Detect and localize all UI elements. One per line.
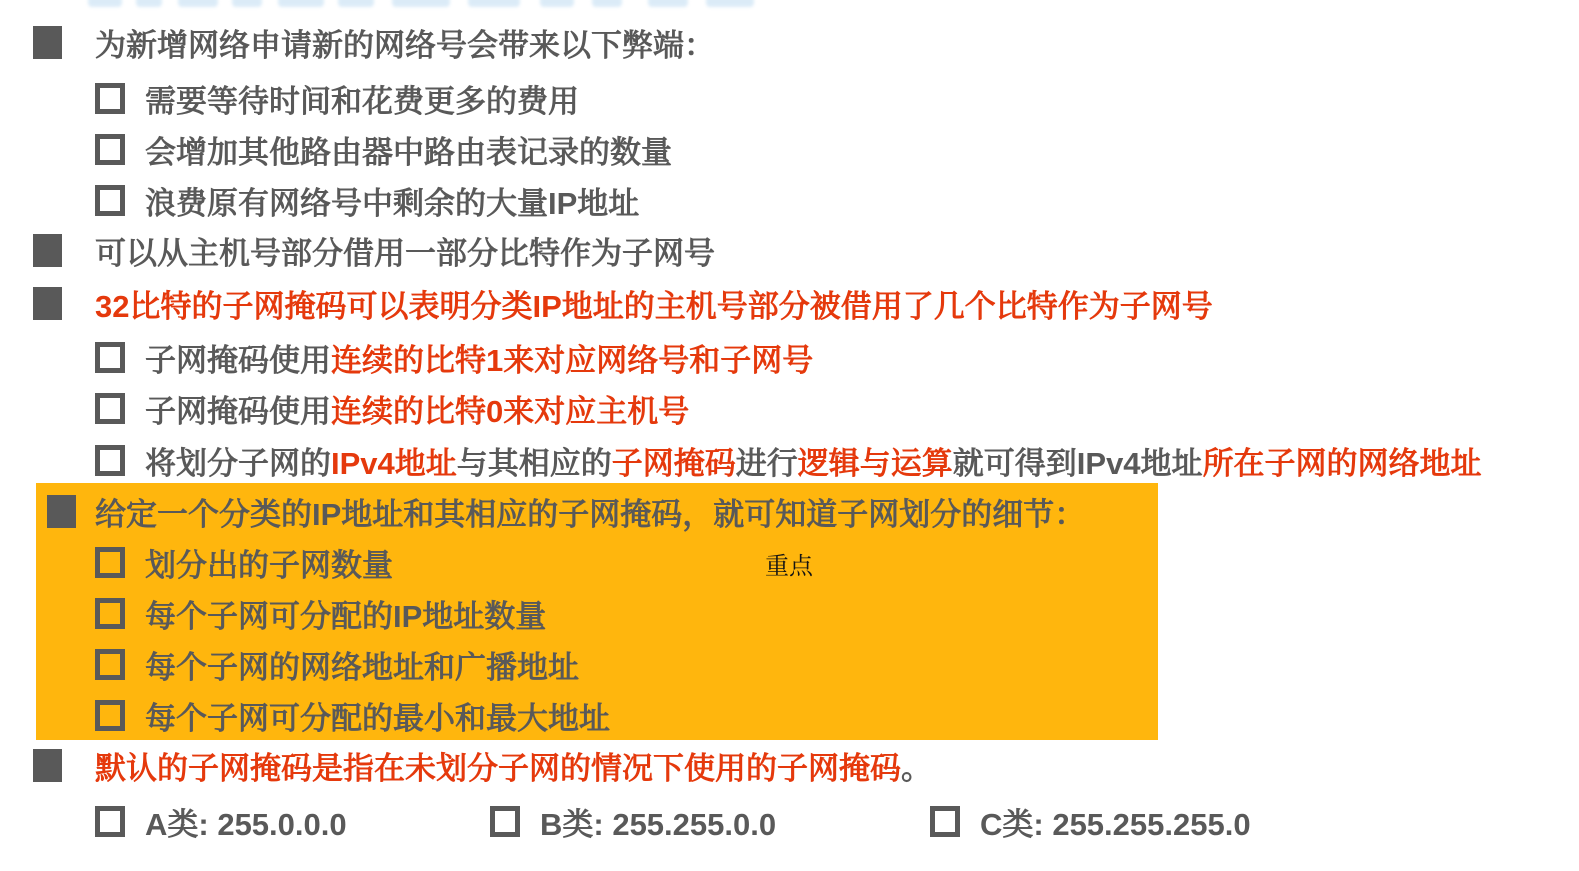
highlight-item-min-max-address bbox=[95, 695, 610, 735]
line-text-segment: 进行 bbox=[735, 445, 798, 481]
key-point-note: 重点 bbox=[765, 552, 813, 580]
title-fragment bbox=[232, 0, 262, 7]
line-text: 为新增网络申请新的网络号会带来以下弊端： bbox=[95, 27, 715, 63]
title-fragment bbox=[136, 0, 162, 7]
hollow-square-bullet bbox=[95, 806, 125, 837]
filled-square-bullet bbox=[33, 234, 62, 267]
hollow-square-bullet bbox=[95, 83, 125, 114]
line-text: 会增加其他路由器中路由表记录的数量 bbox=[145, 134, 672, 170]
line-default-subnet-mask bbox=[33, 745, 932, 785]
hollow-square-bullet bbox=[930, 806, 960, 837]
title-fragment bbox=[468, 0, 520, 7]
title-fragment bbox=[540, 0, 574, 7]
mask-item-class-b bbox=[490, 801, 776, 841]
hollow-square-bullet bbox=[95, 649, 125, 680]
line-text: 32比特的子网掩码可以表明分类IP地址的主机号部分被借用了几个比特作为子网号 bbox=[95, 288, 1213, 324]
line-borrow-host-bits bbox=[33, 230, 715, 270]
line-waste-ip-addresses bbox=[95, 180, 639, 220]
hollow-square-bullet bbox=[95, 393, 125, 424]
line-mask-bit1 bbox=[95, 337, 813, 377]
line-text: 可以从主机号部分借用一部分比特作为子网号 bbox=[95, 235, 715, 271]
title-fragment bbox=[648, 0, 688, 7]
highlight-item-text: 每个子网可分配的IP地址数量 bbox=[145, 598, 547, 634]
highlight-item-text: 划分出的子网数量 bbox=[145, 547, 393, 583]
title-fragment bbox=[706, 0, 754, 7]
mask-label: B类: 255.255.0.0 bbox=[540, 806, 777, 842]
filled-square-bullet bbox=[33, 287, 62, 320]
highlight-item-subnet-count bbox=[95, 542, 393, 582]
line-text: 浪费原有网络号中剩余的大量IP地址 bbox=[145, 185, 640, 221]
line-text: 需要等待时间和花费更多的费用 bbox=[145, 83, 579, 119]
line-text-segment: 所在子网的网络地址 bbox=[1202, 445, 1482, 481]
highlight-item-text: 每个子网的网络地址和广播地址 bbox=[145, 649, 579, 685]
line-text-segment: 子网掩码 bbox=[611, 445, 736, 481]
line-router-table-increase bbox=[95, 129, 672, 169]
line-text-segment: 就可得到IPv4地址 bbox=[952, 445, 1203, 481]
line-text-segment: 子网掩码使用 bbox=[145, 393, 331, 429]
hollow-square-bullet bbox=[95, 185, 125, 216]
mask-label: C类: 255.255.255.0 bbox=[980, 806, 1251, 842]
mask-item-class-c bbox=[930, 801, 1251, 841]
highlight-header-text: 给定一个分类的IP地址和其相应的子网掩码，就可知道子网划分的细节： bbox=[95, 496, 1086, 532]
line-text-segment: 将划分子网的 bbox=[145, 445, 331, 481]
line-text-segment: 。 bbox=[901, 750, 932, 786]
filled-square-bullet bbox=[47, 495, 76, 528]
line-mask-bit0 bbox=[95, 388, 689, 428]
line-text-segment: 子网掩码使用 bbox=[145, 342, 331, 378]
line-logical-and-operation bbox=[95, 440, 1482, 480]
filled-square-bullet bbox=[33, 749, 62, 782]
highlight-item-text: 每个子网可分配的最小和最大地址 bbox=[145, 700, 610, 736]
title-fragment bbox=[278, 0, 324, 7]
hollow-square-bullet bbox=[95, 700, 125, 731]
cropped-title-fragments bbox=[0, 0, 1579, 12]
highlight-block bbox=[36, 483, 1158, 740]
filled-square-bullet bbox=[33, 26, 62, 59]
line-32bit-subnet-mask bbox=[33, 283, 1213, 323]
hollow-square-bullet bbox=[95, 445, 125, 476]
highlight-item-network-broadcast bbox=[95, 644, 579, 684]
mask-item-class-a bbox=[95, 801, 347, 841]
title-fragment bbox=[178, 0, 218, 7]
hollow-square-bullet bbox=[490, 806, 520, 837]
line-text-segment: 默认的子网掩码是指在未划分子网的情况下使用的子网掩码 bbox=[95, 750, 901, 786]
hollow-square-bullet bbox=[95, 598, 125, 629]
title-fragment bbox=[392, 0, 450, 7]
highlight-header bbox=[47, 491, 1085, 531]
title-fragment bbox=[88, 0, 122, 7]
mask-label: A类: 255.0.0.0 bbox=[145, 806, 347, 842]
line-wait-time-cost bbox=[95, 78, 579, 118]
title-fragment bbox=[338, 0, 374, 7]
hollow-square-bullet bbox=[95, 134, 125, 165]
line-text-segment: 与其相应的 bbox=[456, 445, 612, 481]
title-fragment bbox=[592, 0, 622, 7]
line-apply-new-network-drawbacks bbox=[33, 22, 715, 62]
highlight-item-ip-count bbox=[95, 593, 546, 633]
hollow-square-bullet bbox=[95, 547, 125, 578]
hollow-square-bullet bbox=[95, 342, 125, 373]
line-text-segment: 逻辑与运算 bbox=[797, 445, 953, 481]
line-text-segment: 连续的比特1来对应网络号和子网号 bbox=[331, 342, 814, 378]
line-text-segment: IPv4地址 bbox=[331, 445, 457, 481]
line-text-segment: 连续的比特0来对应主机号 bbox=[331, 393, 690, 429]
